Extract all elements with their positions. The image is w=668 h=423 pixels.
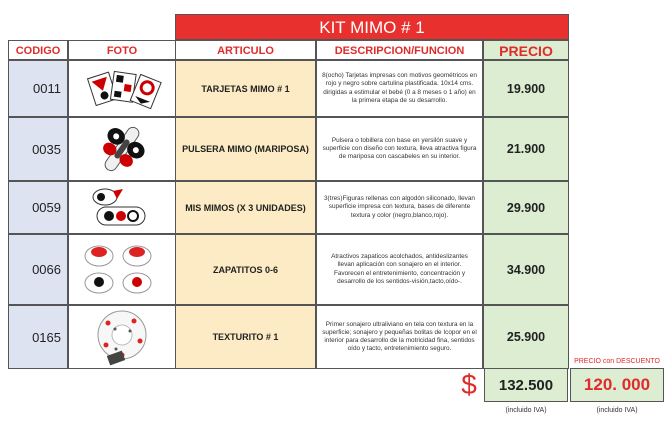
table-row-code: 0035	[8, 117, 68, 181]
fabric-rattle-icon	[82, 307, 162, 367]
table-row-code: 0059	[8, 181, 68, 234]
header-foto: FOTO	[68, 40, 176, 60]
table-row-code: 0011	[8, 60, 68, 117]
header-codigo: CODIGO	[8, 40, 68, 60]
product-photo	[68, 305, 176, 369]
table-row-description: Pulsera o tobillera con base en yersilón suave y superficie con diseño con textura, lleva atractiva figura de mariposa con cascabeles en su interior.	[316, 117, 483, 181]
table-row-code: 0165	[8, 305, 68, 369]
discount-price-label: PRECIO con DESCUENTO	[574, 358, 660, 365]
table-row-article: PULSERA MIMO (MARIPOSA)	[175, 117, 316, 181]
table-row-article: TARJETAS MIMO # 1	[175, 60, 316, 117]
table-row-price: 19.900	[483, 60, 569, 117]
table-row-code: 0066	[8, 234, 68, 305]
table-row-description: 8(ocho) Tarjetas impresas con motivos geométricos en rojo y negro sobre cartulina plastificada. 10x14 cms. dirigidas a estimular el bebé (0 a 8 meses o 1 año) en la primera etapa de su desarrollo.	[316, 60, 483, 117]
header-articulo: ARTICULO	[175, 40, 316, 60]
baby-shoes-icon	[79, 240, 165, 300]
discount-price: 120. 000	[570, 368, 664, 402]
iva-note-total: (incluido IVA)	[505, 407, 547, 414]
stuffed-figures-icon	[87, 185, 157, 231]
product-photo	[68, 181, 176, 234]
table-row-article: MIS MIMOS (X 3 UNIDADES)	[175, 181, 316, 234]
table-row-price: 34.900	[483, 234, 569, 305]
table-row-article: ZAPATITOS 0-6	[175, 234, 316, 305]
table-row-price: 21.900	[483, 117, 569, 181]
table-row-price: 25.900	[483, 305, 569, 369]
header-precio: PRECIO	[483, 40, 569, 60]
total-price: 132.500	[484, 368, 568, 402]
table-row-description: Primer sonajero ultraliviano en tela con textura en la superficie; sonajero y pequeñas bolitas de Icopor en el interior para desarrollo de la motricidad fina, sentidos oído y tacto, entretenimiento seguro.	[316, 305, 483, 369]
kit-title: KIT MIMO # 1	[175, 14, 569, 40]
iva-note-discount: (incluido IVA)	[596, 407, 638, 414]
butterfly-bracelet-icon	[92, 120, 152, 178]
product-photo	[68, 60, 176, 117]
product-photo	[68, 117, 176, 181]
product-photo	[68, 234, 176, 305]
currency-symbol: $	[461, 369, 477, 400]
table-row-price: 29.900	[483, 181, 569, 234]
table-row-description: Atractivos zapaticos acolchados, antideslizantes llevan aplicación con sonajero en el interior. Favorecen el entretenimiento, concentración y desarrollo de los sentidos-visión,tacto,oído-.	[316, 234, 483, 305]
header-descripcion: DESCRIPCION/FUNCION	[316, 40, 483, 60]
cards-icon	[82, 65, 162, 113]
table-row-description: 3(tres)Figuras rellenas con algodón siliconado, llevan superficie impresa con textura, bases de diferente textura y color (negro,blanco,rojo).	[316, 181, 483, 234]
table-row-article: TEXTURITO # 1	[175, 305, 316, 369]
